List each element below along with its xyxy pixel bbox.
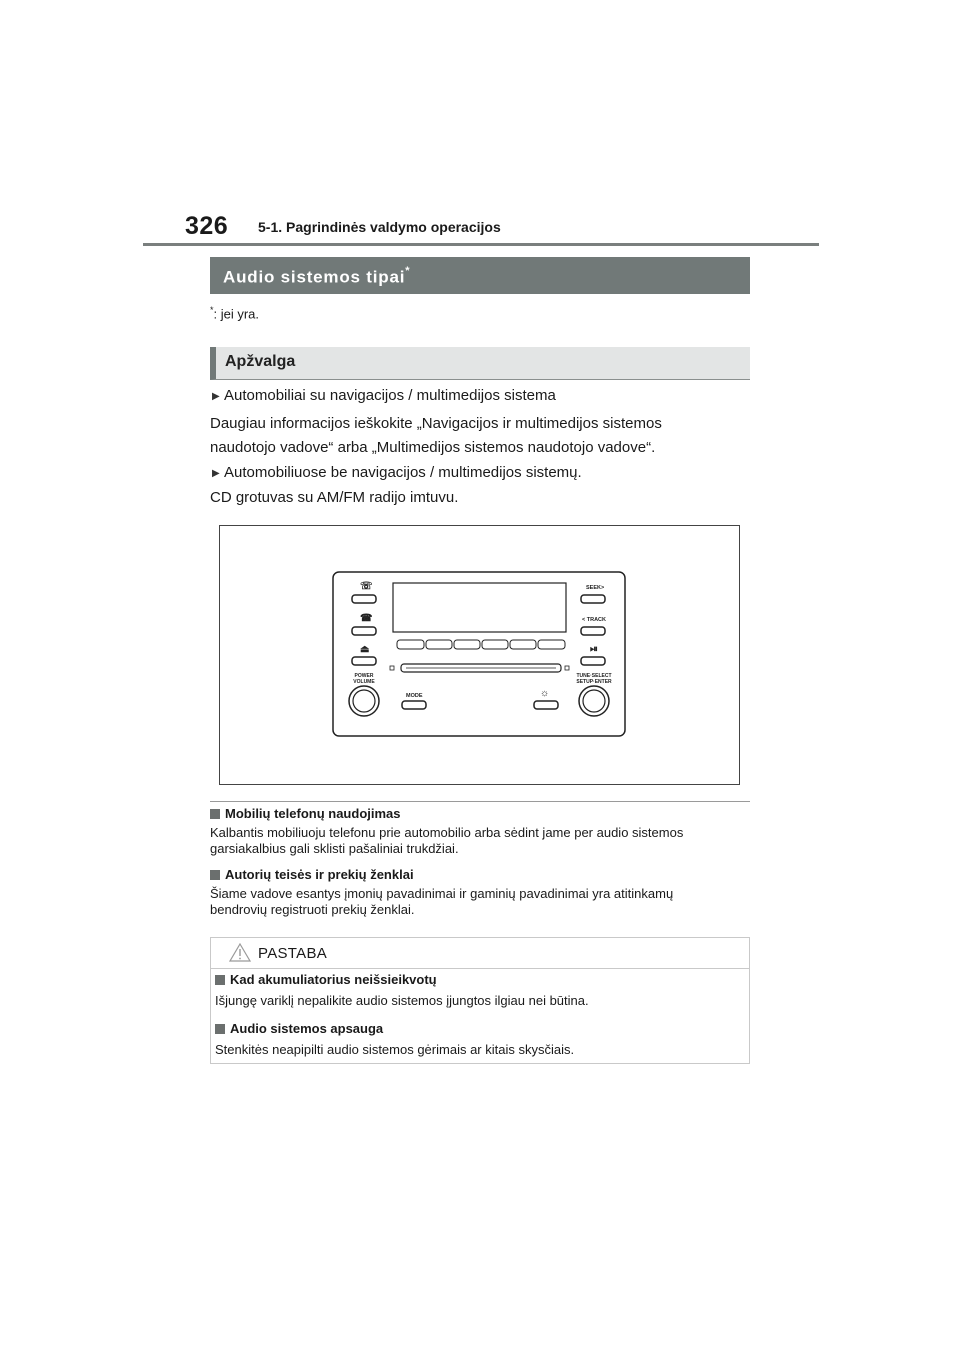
radio-figure bbox=[219, 525, 740, 785]
mode-button bbox=[402, 693, 426, 709]
seek-label: SEEK> bbox=[586, 585, 605, 591]
square-bullet-icon bbox=[215, 1024, 225, 1034]
phone-hangup-icon: ☎ bbox=[360, 613, 373, 624]
play-pause-button bbox=[581, 644, 605, 665]
header-rule bbox=[143, 243, 819, 246]
setup-enter-label: SETUP·ENTER bbox=[576, 679, 612, 685]
brightness-icon: ☼ bbox=[540, 688, 550, 699]
brightness-button bbox=[534, 688, 558, 709]
body-line: naudotojo vadove“ arba „Multimedijos sistemos naudotojo vadove“. bbox=[210, 439, 656, 456]
notice-section bbox=[215, 1021, 574, 1058]
title-banner-mark: * bbox=[405, 265, 411, 277]
square-bullet-icon bbox=[215, 975, 225, 985]
notice-heading: Kad akumuliatorius neišsieikvotų bbox=[215, 972, 589, 987]
power-volume-knob bbox=[349, 673, 379, 716]
play-pause-icon: ⏯ bbox=[590, 644, 598, 655]
mode-label: MODE bbox=[406, 693, 423, 699]
info-section bbox=[210, 806, 683, 857]
overview-banner: Apžvalga bbox=[210, 347, 750, 380]
track-label: < TRACK bbox=[582, 617, 606, 623]
section-separator bbox=[210, 801, 750, 802]
tune-select-label: TUNE·SELECT bbox=[576, 673, 612, 679]
notice-section bbox=[215, 972, 589, 1009]
body-paragraph bbox=[210, 486, 458, 510]
power-label: POWER bbox=[354, 673, 374, 679]
info-section bbox=[210, 867, 673, 918]
footnote-text: : jei yra. bbox=[213, 306, 260, 322]
footnote-mark: * bbox=[210, 305, 214, 315]
title-banner-text: Audio sistemos tipai bbox=[223, 267, 406, 287]
eject-icon: ⏏ bbox=[360, 644, 370, 655]
notice-header bbox=[211, 938, 749, 969]
radio-panel-illustration bbox=[220, 526, 739, 784]
square-bullet-icon bbox=[210, 870, 220, 880]
notice-text: Stenkitės neapipilti audio sistemos gėrimais ar kitais skysčiais. bbox=[215, 1042, 575, 1057]
notice-title: PASTABA bbox=[258, 945, 328, 962]
phone-hangup-button bbox=[352, 613, 376, 635]
info-heading: Autorių teisės ir prekių ženklai bbox=[210, 867, 673, 882]
footnote bbox=[210, 305, 259, 321]
triangle-bullet-icon: ▶ bbox=[212, 391, 220, 402]
triangle-bullet-icon: ▶ bbox=[212, 468, 220, 479]
phone-pickup-button bbox=[352, 581, 376, 603]
page-number: 326 bbox=[185, 212, 229, 240]
title-banner bbox=[210, 257, 750, 294]
bullet-label: Automobiliai su navigacijos / multimedijos sistema bbox=[224, 387, 556, 404]
preset-buttons bbox=[397, 640, 565, 649]
info-text: Šiame vadove esantys įmonių pavadinimai ir gaminių pavadinimai yra atitinkamų bendrovių registruoti prekių ženklai. bbox=[210, 886, 674, 917]
radio-display bbox=[393, 583, 566, 632]
info-text: Kalbantis mobiliuoju telefonu prie automobilio arba sėdint jame per audio sistemos garsiakalbius gali sklisti pašaliniai trukdžiai. bbox=[210, 825, 684, 856]
warning-triangle-icon bbox=[229, 943, 251, 962]
seek-button bbox=[581, 585, 605, 603]
section-title: 5-1. Pagrindinės valdymo operacijos bbox=[258, 219, 501, 235]
body-line: Daugiau informacijos ieškokite „Navigacijos ir multimedijos sistemos bbox=[210, 415, 662, 432]
volume-label: VOLUME bbox=[353, 679, 375, 685]
square-bullet-icon bbox=[210, 809, 220, 819]
notice-box bbox=[210, 937, 750, 1064]
notice-heading: Audio sistemos apsauga bbox=[215, 1021, 574, 1036]
track-button bbox=[581, 617, 606, 635]
bullet-item bbox=[212, 464, 582, 481]
phone-pickup-icon: ☏ bbox=[360, 581, 373, 592]
body-line: CD grotuvas su AM/FM radijo imtuvu. bbox=[210, 489, 459, 506]
info-heading: Mobilių telefonų naudojimas bbox=[210, 806, 683, 821]
tune-select-knob bbox=[576, 673, 612, 716]
bullet-label: Automobiliuose be navigacijos / multimedijos sistemų. bbox=[224, 464, 582, 481]
eject-button bbox=[352, 644, 376, 665]
notice-text: Išjungę variklį nepalikite audio sistemos įjungtos ilgiau nei būtina. bbox=[215, 993, 589, 1008]
body-paragraph bbox=[210, 412, 662, 460]
bullet-item bbox=[212, 387, 556, 404]
